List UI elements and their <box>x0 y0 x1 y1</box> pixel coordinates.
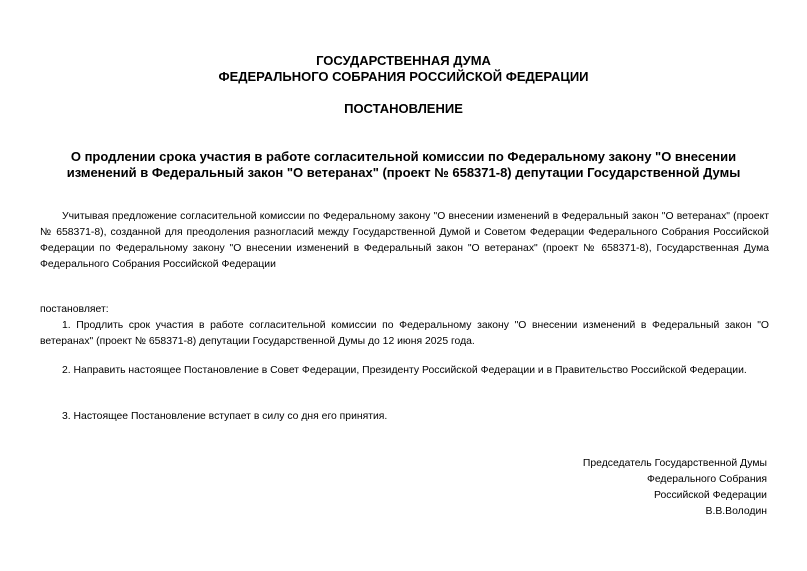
signature-position-line-1: Председатель Государственной Думы <box>582 458 767 469</box>
signature-position-line-2: Федерального Собрания <box>646 474 767 485</box>
document-title: О продлении срока участия в работе согласительной комиссии по Федеральному закону "О внесении изменений в Федеральный закон "О ветеранах" (проект № 658371-8) депутации Государственной Думы <box>66 149 741 180</box>
signature-position-line-3: Российской Федерации <box>654 490 767 501</box>
header-duma: ГОСУДАРСТВЕННАЯ ДУМА <box>316 53 491 68</box>
signature-block <box>583 456 767 520</box>
item-3-paragraph: 3. Настоящее Постановление вступает в силу со дня его принятия. <box>62 411 388 422</box>
item-1-paragraph: 1. Продлить срок участия в работе согласительной комиссии по Федеральному закону "О внесении изменений в Федеральный закон "О ветеранах" (проект № 658371-8) депутации Государственной Думы до 12 июня 2025 года. <box>40 320 769 347</box>
header-federal-assembly: ФЕДЕРАЛЬНОГО СОБРАНИЯ РОССИЙСКОЙ ФЕДЕРАЦИИ <box>218 69 589 84</box>
item-2-paragraph: 2. Направить настоящее Постановление в Совет Федерации, Президенту Российской Федерации и в Правительство Российской Федерации. <box>62 365 747 376</box>
document-type-heading: ПОСТАНОВЛЕНИЕ <box>344 101 463 116</box>
signature-name: В.В.Володин <box>705 506 767 517</box>
decides-paragraph: постановляет: <box>40 304 109 315</box>
intro-paragraph: Учитывая предложение согласительной комиссии по Федеральному закону "О внесении изменений в Федеральный закон "О ветеранах" (проект № 658371-8), созданной для преодоления разногласий между Государственной Думой и Советом Федерации Федерального Собрания Российской Федерации по Федеральному закону "О внесении изменений в Федеральный закон "О ветеранах" (проект № 658371-8), Государственная Дума Федерального Собрания Российской Федерации <box>40 211 769 270</box>
